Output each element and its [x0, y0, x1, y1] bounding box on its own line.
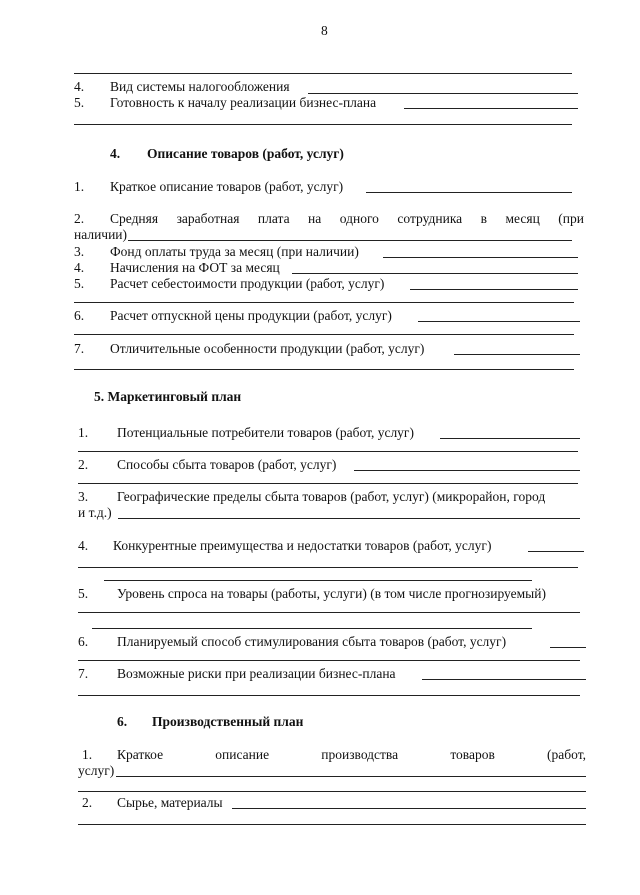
item-label: и т.д.): [78, 505, 112, 520]
blank-line: [404, 108, 578, 109]
blank-line: [528, 551, 584, 552]
item-label: Уровень спроса на товары (работы, услуги) (в том числе прогнозируемый): [117, 586, 546, 601]
item-word: Краткое: [117, 747, 164, 762]
blank-line: [78, 483, 578, 484]
item-label: Расчет себестоимости продукции (работ, услуг): [110, 276, 385, 291]
item-number: 2.: [74, 211, 85, 226]
item-number: 5.: [74, 95, 85, 110]
item-word: товаров: [450, 747, 495, 762]
item-number: 7.: [74, 341, 85, 356]
blank-line: [454, 354, 580, 355]
blank-line: [308, 93, 578, 94]
blank-line: [440, 438, 580, 439]
blank-line: [232, 808, 586, 809]
item-number: 1.: [74, 179, 85, 194]
item-label: Конкурентные преимущества и недостатки товаров (работ, услуг): [113, 538, 492, 553]
item-label: услуг): [78, 763, 115, 778]
item-number: 5.: [74, 276, 85, 291]
blank-line: [118, 518, 580, 519]
item-label: наличии): [74, 227, 128, 242]
item-number: 5.: [78, 586, 89, 601]
blank-line: [78, 824, 586, 825]
item-label: Географические пределы сбыта товаров (работ, услуг) (микрорайон, город: [117, 489, 546, 504]
section-title: Описание товаров (работ, услуг): [147, 146, 344, 161]
blank-line: [78, 567, 578, 568]
item-word: описание: [215, 747, 270, 762]
item-label: Краткое описание товаров (работ, услуг): [110, 179, 344, 194]
item-number: 7.: [78, 666, 89, 681]
blank-line: [78, 695, 580, 696]
blank-line: [292, 273, 578, 274]
blank-line: [383, 257, 578, 258]
item-label: Средняя заработная плата на одного сотрудника в месяц (при: [110, 211, 584, 226]
blank-line: [78, 612, 580, 613]
blank-line: [92, 628, 532, 629]
item-label: Способы сбыта товаров (работ, услуг): [117, 457, 337, 472]
blank-line: [354, 470, 580, 471]
item-label: Отличительные особенности продукции (работ, услуг): [110, 341, 425, 356]
blank-line: [418, 321, 580, 322]
item-number: 6.: [74, 308, 85, 323]
item-number: 4.: [78, 538, 89, 553]
item-number: 4.: [74, 260, 85, 275]
item-number: 1.: [82, 747, 93, 762]
item-number: 6.: [78, 634, 89, 649]
item-word: производства: [321, 747, 399, 762]
item-number: 4.: [74, 79, 85, 94]
blank-line: [104, 580, 532, 581]
blank-line: [74, 369, 574, 370]
blank-line: [366, 192, 572, 193]
item-label: Фонд оплаты труда за месяц (при наличии): [110, 244, 359, 259]
blank-line: [74, 124, 572, 125]
section-title: Производственный план: [152, 714, 304, 729]
item-label: Расчет отпускной цены продукции (работ, услуг): [110, 308, 392, 323]
blank-line: [128, 240, 572, 241]
item-number: 1.: [78, 425, 89, 440]
section-number: 6.: [117, 714, 128, 729]
blank-line: [422, 679, 586, 680]
section-title: 5. Маркетинговый план: [94, 389, 242, 404]
page-number: 8: [321, 23, 328, 38]
item-number: 2.: [82, 795, 93, 810]
item-word: (работ,: [547, 747, 586, 762]
blank-line: [550, 647, 586, 648]
blank-line: [78, 660, 580, 661]
blank-line: [78, 451, 578, 452]
item-label: Вид системы налогообложения: [110, 79, 290, 94]
item-label-justified: [117, 748, 586, 762]
section-number: 4.: [110, 146, 121, 161]
item-label: Планируемый способ стимулирования сбыта товаров (работ, услуг): [117, 634, 507, 649]
rule-line: [74, 73, 572, 74]
item-label: Готовность к началу реализации бизнес-плана: [110, 95, 377, 110]
item-number: 3.: [78, 489, 89, 504]
item-label: Начисления на ФОТ за месяц: [110, 260, 280, 275]
item-label: Сырье, материалы: [117, 795, 223, 810]
item-label: Возможные риски при реализации бизнес-плана: [117, 666, 396, 681]
blank-line: [74, 334, 574, 335]
item-number: 2.: [78, 457, 89, 472]
blank-line: [410, 289, 578, 290]
blank-line: [116, 776, 586, 777]
blank-line: [74, 302, 574, 303]
item-number: 3.: [74, 244, 85, 259]
blank-line: [78, 791, 586, 792]
item-label: Потенциальные потребители товаров (работ, услуг): [117, 425, 414, 440]
